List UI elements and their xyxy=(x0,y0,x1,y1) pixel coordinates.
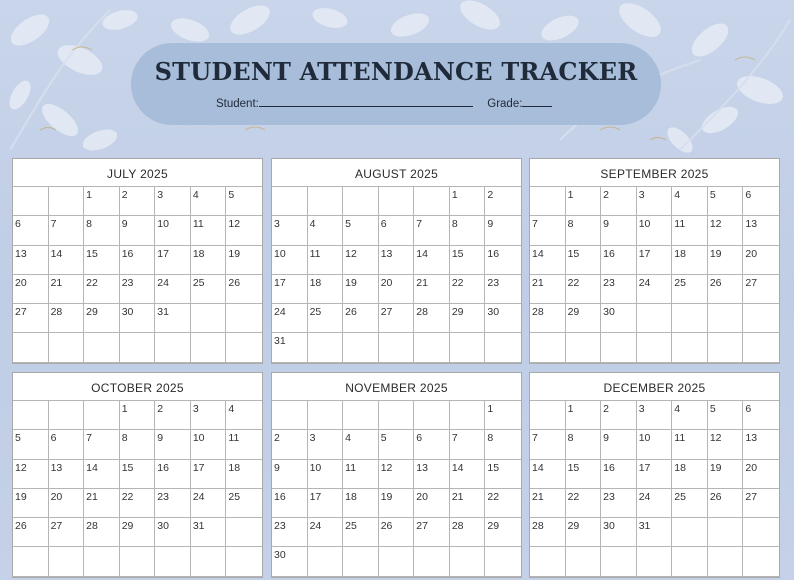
day-cell[interactable]: 1 xyxy=(566,401,602,430)
day-cell[interactable]: 6 xyxy=(414,430,450,459)
day-cell[interactable]: 17 xyxy=(191,460,227,489)
day-cell[interactable] xyxy=(343,547,379,576)
day-cell[interactable]: 27 xyxy=(49,518,85,547)
day-cell[interactable]: 16 xyxy=(485,246,521,275)
day-cell[interactable] xyxy=(49,401,85,430)
day-cell[interactable]: 20 xyxy=(13,275,49,304)
day-cell[interactable] xyxy=(672,333,708,362)
day-cell[interactable]: 2 xyxy=(601,401,637,430)
day-cell[interactable] xyxy=(708,304,744,333)
day-cell[interactable]: 22 xyxy=(84,275,120,304)
day-cell[interactable]: 30 xyxy=(485,304,521,333)
day-cell[interactable]: 25 xyxy=(226,489,262,518)
day-cell[interactable]: 16 xyxy=(120,246,156,275)
month-title: SEPTEMBER 2025 xyxy=(600,167,709,181)
day-cell[interactable]: 9 xyxy=(601,430,637,459)
day-cell[interactable] xyxy=(84,333,120,362)
month-title: NOVEMBER 2025 xyxy=(345,381,448,395)
page-title: STUDENT ATTENDANCE TRACKER xyxy=(154,57,638,86)
day-cell[interactable] xyxy=(191,304,227,333)
day-cell[interactable] xyxy=(637,333,673,362)
day-cell[interactable]: 4 xyxy=(308,216,344,245)
day-cell[interactable]: 1 xyxy=(485,401,521,430)
day-cell[interactable]: 29 xyxy=(566,518,602,547)
day-cell[interactable]: 4 xyxy=(226,401,262,430)
day-cell[interactable]: 14 xyxy=(84,460,120,489)
day-cell[interactable]: 18 xyxy=(343,489,379,518)
day-cell[interactable]: 15 xyxy=(84,246,120,275)
day-cell[interactable]: 30 xyxy=(601,304,637,333)
day-cell[interactable] xyxy=(155,547,191,576)
day-cell[interactable]: 18 xyxy=(672,246,708,275)
day-cell[interactable]: 4 xyxy=(191,187,227,216)
day-cell[interactable] xyxy=(485,333,521,362)
day-cell[interactable] xyxy=(343,401,379,430)
day-cell[interactable]: 10 xyxy=(308,460,344,489)
day-cell[interactable] xyxy=(672,304,708,333)
day-cell[interactable]: 17 xyxy=(155,246,191,275)
day-cell[interactable]: 22 xyxy=(120,489,156,518)
day-cell[interactable] xyxy=(530,187,566,216)
day-cell[interactable]: 30 xyxy=(272,547,308,576)
student-grade-line xyxy=(216,96,552,110)
day-cell[interactable] xyxy=(13,401,49,430)
day-cell[interactable] xyxy=(601,547,637,576)
day-cell[interactable]: 2 xyxy=(485,187,521,216)
day-cell[interactable]: 30 xyxy=(120,304,156,333)
day-cell[interactable]: 17 xyxy=(272,275,308,304)
day-cell[interactable] xyxy=(308,187,344,216)
day-cell[interactable]: 23 xyxy=(601,275,637,304)
day-cell[interactable]: 13 xyxy=(743,430,779,459)
day-cell[interactable]: 26 xyxy=(226,275,262,304)
day-cell[interactable]: 12 xyxy=(708,430,744,459)
day-cell[interactable]: 9 xyxy=(272,460,308,489)
day-cell[interactable]: 10 xyxy=(272,246,308,275)
month-title: OCTOBER 2025 xyxy=(91,381,184,395)
day-cell[interactable]: 16 xyxy=(601,460,637,489)
day-cell[interactable]: 21 xyxy=(530,275,566,304)
day-cell[interactable]: 21 xyxy=(414,275,450,304)
day-cell[interactable]: 31 xyxy=(637,518,673,547)
day-cell[interactable] xyxy=(13,547,49,576)
day-cell[interactable]: 7 xyxy=(84,430,120,459)
day-cell[interactable]: 26 xyxy=(343,304,379,333)
day-cell[interactable]: 21 xyxy=(49,275,85,304)
day-cell[interactable]: 5 xyxy=(343,216,379,245)
day-cell[interactable] xyxy=(379,547,415,576)
day-cell[interactable]: 26 xyxy=(708,489,744,518)
day-cell[interactable] xyxy=(84,547,120,576)
day-cell[interactable] xyxy=(379,333,415,362)
day-cell[interactable] xyxy=(308,547,344,576)
day-cell[interactable] xyxy=(13,187,49,216)
day-cell[interactable]: 19 xyxy=(343,275,379,304)
day-cell[interactable]: 3 xyxy=(637,401,673,430)
day-cell[interactable]: 11 xyxy=(191,216,227,245)
header-banner xyxy=(131,43,661,125)
day-cell[interactable]: 10 xyxy=(637,430,673,459)
day-cell[interactable]: 29 xyxy=(485,518,521,547)
day-cell[interactable]: 14 xyxy=(530,460,566,489)
day-cell[interactable]: 13 xyxy=(49,460,85,489)
day-cell[interactable]: 24 xyxy=(155,275,191,304)
day-cell[interactable]: 29 xyxy=(84,304,120,333)
day-cell[interactable]: 22 xyxy=(566,489,602,518)
day-cell[interactable]: 28 xyxy=(84,518,120,547)
day-cell[interactable]: 11 xyxy=(308,246,344,275)
day-cell[interactable]: 6 xyxy=(379,216,415,245)
day-cell[interactable]: 14 xyxy=(49,246,85,275)
day-cell[interactable]: 27 xyxy=(379,304,415,333)
month-calendar xyxy=(12,372,263,578)
day-cell[interactable] xyxy=(379,187,415,216)
day-cell[interactable] xyxy=(450,401,486,430)
day-cell[interactable]: 1 xyxy=(450,187,486,216)
day-cell[interactable]: 3 xyxy=(272,216,308,245)
day-cell[interactable]: 25 xyxy=(672,275,708,304)
day-cell[interactable]: 1 xyxy=(120,401,156,430)
day-cell[interactable] xyxy=(272,187,308,216)
day-cell[interactable]: 28 xyxy=(450,518,486,547)
month-calendar xyxy=(271,372,522,578)
day-cell[interactable] xyxy=(743,304,779,333)
day-cell[interactable]: 27 xyxy=(13,304,49,333)
day-cell[interactable]: 25 xyxy=(308,304,344,333)
month-grid xyxy=(530,400,779,577)
day-cell[interactable] xyxy=(414,333,450,362)
day-cell[interactable] xyxy=(226,304,262,333)
day-cell[interactable]: 2 xyxy=(272,430,308,459)
day-cell[interactable]: 14 xyxy=(414,246,450,275)
day-cell[interactable] xyxy=(414,401,450,430)
day-cell[interactable] xyxy=(308,401,344,430)
day-cell[interactable] xyxy=(155,333,191,362)
day-cell[interactable] xyxy=(379,401,415,430)
day-cell[interactable]: 15 xyxy=(566,460,602,489)
day-cell[interactable]: 16 xyxy=(601,246,637,275)
day-cell[interactable]: 3 xyxy=(637,187,673,216)
day-cell[interactable]: 18 xyxy=(672,460,708,489)
day-cell[interactable]: 9 xyxy=(485,216,521,245)
day-cell[interactable]: 4 xyxy=(672,187,708,216)
student-field[interactable] xyxy=(259,96,473,107)
day-cell[interactable] xyxy=(637,304,673,333)
day-cell[interactable] xyxy=(566,333,602,362)
day-cell[interactable]: 1 xyxy=(566,187,602,216)
day-cell[interactable] xyxy=(414,547,450,576)
day-cell[interactable]: 20 xyxy=(379,275,415,304)
day-cell[interactable]: 8 xyxy=(485,430,521,459)
day-cell[interactable]: 11 xyxy=(226,430,262,459)
day-cell[interactable]: 18 xyxy=(191,246,227,275)
day-cell[interactable]: 19 xyxy=(708,246,744,275)
day-cell[interactable]: 15 xyxy=(450,246,486,275)
day-cell[interactable]: 12 xyxy=(708,216,744,245)
day-cell[interactable]: 4 xyxy=(672,401,708,430)
day-cell[interactable]: 7 xyxy=(450,430,486,459)
month-title: DECEMBER 2025 xyxy=(603,381,706,395)
day-cell[interactable]: 31 xyxy=(155,304,191,333)
day-cell[interactable]: 16 xyxy=(272,489,308,518)
grade-field[interactable] xyxy=(522,96,552,107)
day-cell[interactable]: 17 xyxy=(637,460,673,489)
day-cell[interactable]: 22 xyxy=(450,275,486,304)
day-cell[interactable]: 29 xyxy=(566,304,602,333)
day-cell[interactable]: 6 xyxy=(743,401,779,430)
day-cell[interactable]: 1 xyxy=(84,187,120,216)
day-cell[interactable]: 15 xyxy=(566,246,602,275)
month-grid xyxy=(272,400,521,577)
day-cell[interactable] xyxy=(743,333,779,362)
day-cell[interactable] xyxy=(708,333,744,362)
day-cell[interactable]: 9 xyxy=(601,216,637,245)
day-cell[interactable] xyxy=(743,518,779,547)
day-cell[interactable] xyxy=(708,547,744,576)
day-cell[interactable] xyxy=(226,518,262,547)
day-cell[interactable]: 21 xyxy=(450,489,486,518)
day-cell[interactable]: 28 xyxy=(530,304,566,333)
day-cell[interactable] xyxy=(343,187,379,216)
day-cell[interactable]: 5 xyxy=(708,187,744,216)
day-cell[interactable]: 3 xyxy=(308,430,344,459)
month-grid xyxy=(13,400,262,577)
day-cell[interactable]: 18 xyxy=(308,275,344,304)
day-cell[interactable]: 24 xyxy=(637,275,673,304)
day-cell[interactable]: 11 xyxy=(672,216,708,245)
month-calendar xyxy=(271,158,522,364)
day-cell[interactable]: 5 xyxy=(226,187,262,216)
day-cell[interactable]: 10 xyxy=(637,216,673,245)
day-cell[interactable] xyxy=(49,187,85,216)
day-cell[interactable]: 20 xyxy=(49,489,85,518)
day-cell[interactable]: 23 xyxy=(601,489,637,518)
day-cell[interactable]: 29 xyxy=(450,304,486,333)
day-cell[interactable]: 17 xyxy=(637,246,673,275)
day-cell[interactable]: 9 xyxy=(120,216,156,245)
grade-label: Grade: xyxy=(487,98,523,110)
day-cell[interactable] xyxy=(414,187,450,216)
day-cell[interactable] xyxy=(13,333,49,362)
day-cell[interactable]: 26 xyxy=(379,518,415,547)
day-cell[interactable]: 25 xyxy=(191,275,227,304)
day-cell[interactable]: 23 xyxy=(155,489,191,518)
day-cell[interactable] xyxy=(120,547,156,576)
day-cell[interactable]: 20 xyxy=(743,246,779,275)
day-cell[interactable]: 30 xyxy=(601,518,637,547)
day-cell[interactable] xyxy=(272,401,308,430)
month-calendar xyxy=(529,372,780,578)
day-cell[interactable]: 26 xyxy=(708,275,744,304)
day-cell[interactable]: 22 xyxy=(566,275,602,304)
day-cell[interactable]: 19 xyxy=(708,460,744,489)
day-cell[interactable] xyxy=(226,333,262,362)
day-cell[interactable]: 11 xyxy=(343,460,379,489)
month-grid xyxy=(530,186,779,363)
day-cell[interactable] xyxy=(601,333,637,362)
day-cell[interactable] xyxy=(191,547,227,576)
month-grid xyxy=(13,186,262,363)
day-cell[interactable] xyxy=(308,333,344,362)
day-cell[interactable]: 21 xyxy=(84,489,120,518)
day-cell[interactable]: 5 xyxy=(13,430,49,459)
day-cell[interactable]: 26 xyxy=(13,518,49,547)
day-cell[interactable]: 7 xyxy=(414,216,450,245)
day-cell[interactable]: 24 xyxy=(191,489,227,518)
day-cell[interactable]: 17 xyxy=(308,489,344,518)
day-cell[interactable]: 22 xyxy=(485,489,521,518)
day-cell[interactable]: 6 xyxy=(49,430,85,459)
day-cell[interactable]: 18 xyxy=(226,460,262,489)
day-cell[interactable]: 12 xyxy=(379,460,415,489)
day-cell[interactable] xyxy=(672,518,708,547)
day-cell[interactable]: 15 xyxy=(120,460,156,489)
day-cell[interactable]: 4 xyxy=(343,430,379,459)
day-cell[interactable] xyxy=(226,547,262,576)
day-cell[interactable]: 19 xyxy=(226,246,262,275)
day-cell[interactable]: 29 xyxy=(120,518,156,547)
day-cell[interactable]: 3 xyxy=(155,187,191,216)
day-cell[interactable]: 10 xyxy=(191,430,227,459)
day-cell[interactable]: 7 xyxy=(530,430,566,459)
day-cell[interactable] xyxy=(450,547,486,576)
day-cell[interactable]: 19 xyxy=(379,489,415,518)
day-cell[interactable]: 24 xyxy=(308,518,344,547)
day-cell[interactable]: 23 xyxy=(272,518,308,547)
day-cell[interactable]: 28 xyxy=(414,304,450,333)
day-cell[interactable]: 14 xyxy=(530,246,566,275)
day-cell[interactable]: 27 xyxy=(414,518,450,547)
day-cell[interactable] xyxy=(343,333,379,362)
day-cell[interactable]: 13 xyxy=(743,216,779,245)
day-cell[interactable]: 11 xyxy=(672,430,708,459)
month-calendar xyxy=(529,158,780,364)
student-label: Student: xyxy=(216,98,259,110)
day-cell[interactable]: 8 xyxy=(120,430,156,459)
day-cell[interactable] xyxy=(708,518,744,547)
day-cell[interactable] xyxy=(120,333,156,362)
day-cell[interactable] xyxy=(672,547,708,576)
day-cell[interactable]: 27 xyxy=(743,275,779,304)
day-cell[interactable] xyxy=(49,333,85,362)
day-cell[interactable] xyxy=(191,333,227,362)
day-cell[interactable]: 25 xyxy=(343,518,379,547)
day-cell[interactable] xyxy=(84,401,120,430)
day-cell[interactable]: 5 xyxy=(708,401,744,430)
day-cell[interactable]: 31 xyxy=(272,333,308,362)
day-cell[interactable]: 8 xyxy=(450,216,486,245)
day-cell[interactable] xyxy=(530,333,566,362)
day-cell[interactable]: 20 xyxy=(743,460,779,489)
day-cell[interactable]: 27 xyxy=(743,489,779,518)
day-cell[interactable]: 13 xyxy=(379,246,415,275)
day-cell[interactable]: 2 xyxy=(601,187,637,216)
day-cell[interactable]: 13 xyxy=(414,460,450,489)
day-cell[interactable] xyxy=(637,547,673,576)
day-cell[interactable]: 19 xyxy=(13,489,49,518)
day-cell[interactable] xyxy=(450,333,486,362)
day-cell[interactable]: 15 xyxy=(485,460,521,489)
day-cell[interactable]: 8 xyxy=(84,216,120,245)
day-cell[interactable]: 2 xyxy=(120,187,156,216)
day-cell[interactable]: 23 xyxy=(485,275,521,304)
day-cell[interactable]: 20 xyxy=(414,489,450,518)
day-cell[interactable]: 30 xyxy=(155,518,191,547)
day-cell[interactable] xyxy=(530,401,566,430)
day-cell[interactable]: 7 xyxy=(49,216,85,245)
day-cell[interactable]: 24 xyxy=(637,489,673,518)
day-cell[interactable] xyxy=(566,547,602,576)
month-title: AUGUST 2025 xyxy=(354,167,439,181)
day-cell[interactable]: 28 xyxy=(530,518,566,547)
day-cell[interactable] xyxy=(743,547,779,576)
day-cell[interactable]: 6 xyxy=(743,187,779,216)
day-cell[interactable]: 3 xyxy=(191,401,227,430)
month-grid xyxy=(272,186,521,363)
day-cell[interactable]: 14 xyxy=(450,460,486,489)
day-cell[interactable]: 31 xyxy=(191,518,227,547)
day-cell[interactable]: 5 xyxy=(379,430,415,459)
day-cell[interactable] xyxy=(49,547,85,576)
day-cell[interactable]: 2 xyxy=(155,401,191,430)
day-cell[interactable]: 23 xyxy=(120,275,156,304)
day-cell[interactable]: 25 xyxy=(672,489,708,518)
month-title: JULY 2025 xyxy=(107,167,168,181)
day-cell[interactable]: 28 xyxy=(49,304,85,333)
day-cell[interactable]: 7 xyxy=(530,216,566,245)
day-cell[interactable]: 12 xyxy=(226,216,262,245)
day-cell[interactable]: 21 xyxy=(530,489,566,518)
day-cell[interactable] xyxy=(530,547,566,576)
day-cell[interactable]: 8 xyxy=(566,216,602,245)
day-cell[interactable]: 13 xyxy=(13,246,49,275)
day-cell[interactable]: 9 xyxy=(155,430,191,459)
day-cell[interactable] xyxy=(485,547,521,576)
day-cell[interactable]: 16 xyxy=(155,460,191,489)
day-cell[interactable]: 12 xyxy=(13,460,49,489)
day-cell[interactable]: 12 xyxy=(343,246,379,275)
day-cell[interactable]: 10 xyxy=(155,216,191,245)
month-calendar xyxy=(12,158,263,364)
day-cell[interactable]: 24 xyxy=(272,304,308,333)
day-cell[interactable]: 8 xyxy=(566,430,602,459)
day-cell[interactable]: 6 xyxy=(13,216,49,245)
